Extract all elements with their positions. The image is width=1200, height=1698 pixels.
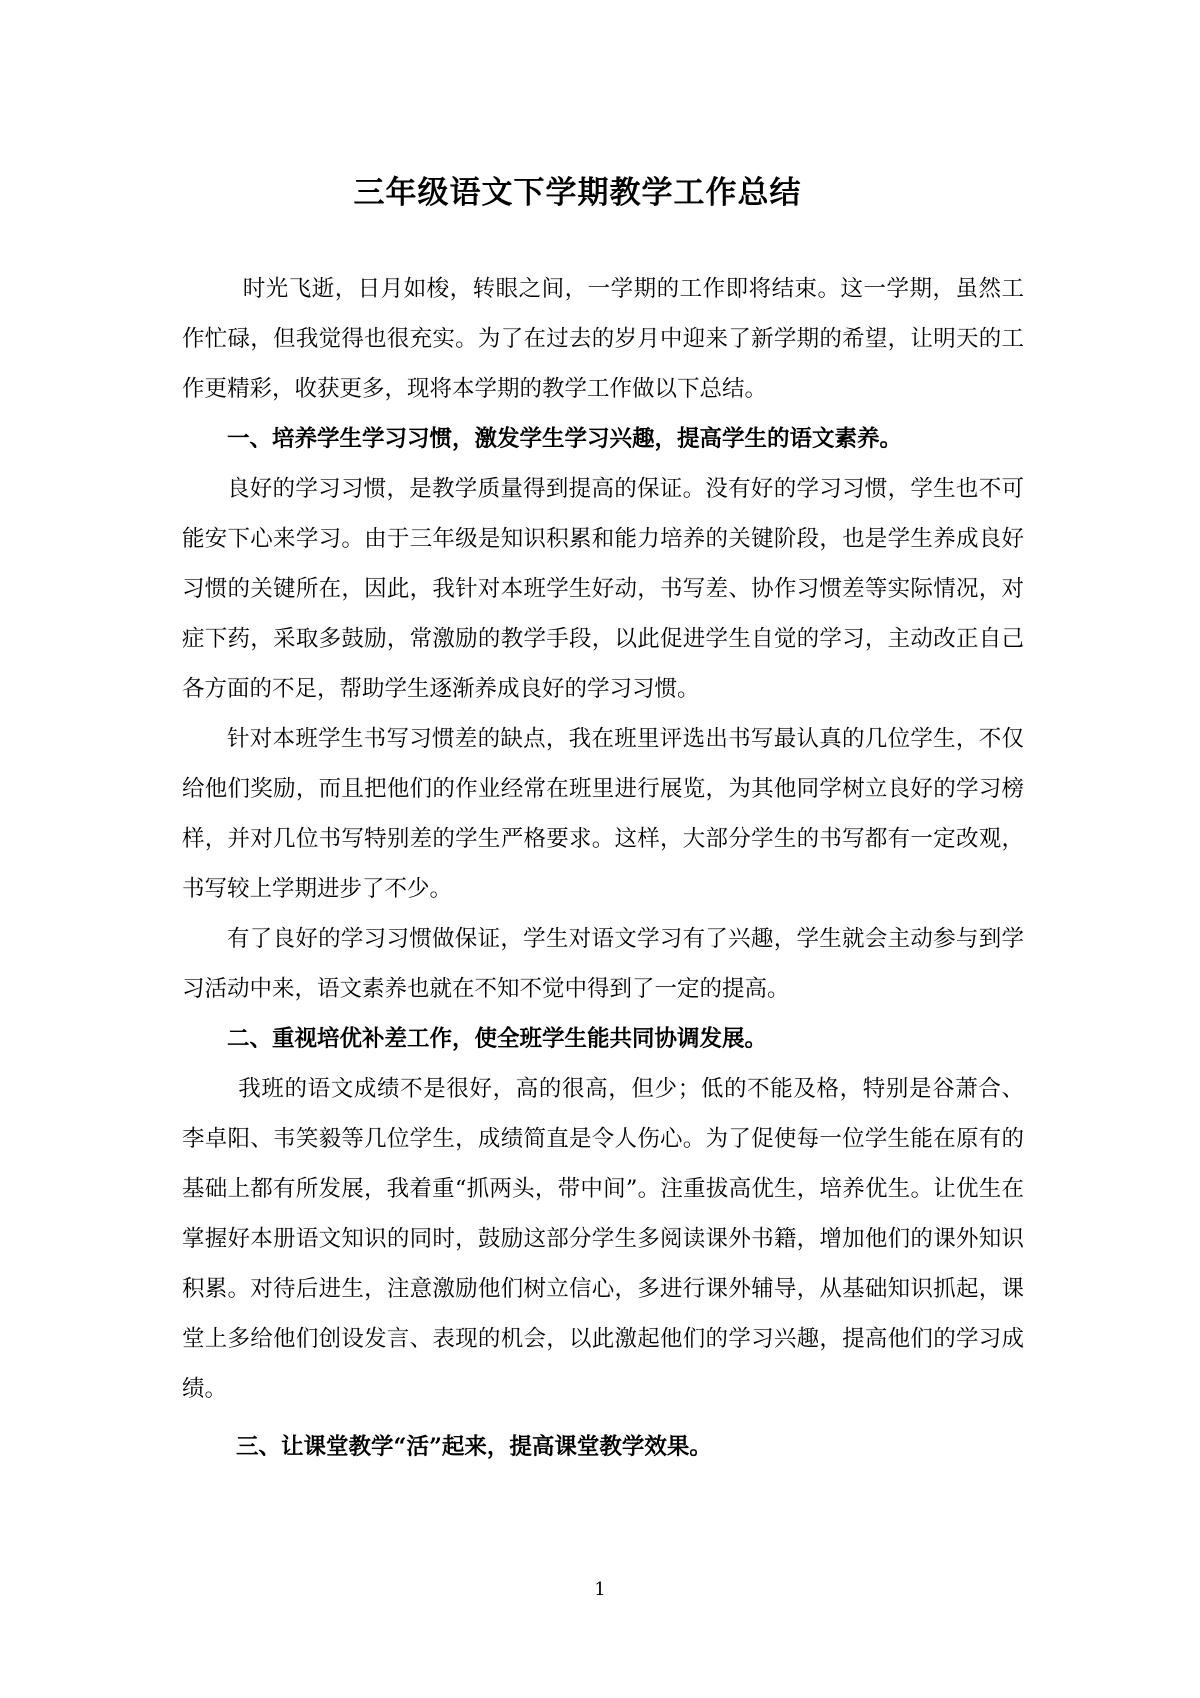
intro-paragraph: 时光飞逝，日月如梭，转眼之间，一学期的工作即将结束。这一学期，虽然工作忙碌，但我觉得也很充实。为了在过去的岁月中迎来了新学期的希望，让明天的工作更精彩，收获更多，现将本学期的教学工作做以下总结。 — [182, 276, 1024, 402]
section-2-heading: 二、重视培优补差工作，使全班学生能共同协调发展。 — [227, 1026, 768, 1052]
section-3-heading: 三、让课堂教学“活”起来，提高课堂教学效果。 — [236, 1434, 712, 1460]
section-1-paragraph-2: 针对本班学生书写习惯差的缺点，我在班里评选出书写最认真的几位学生，不仅给他们奖励，而且把他们的作业经常在班里进行展览，为其他同学树立良好的学习榜样，并对几位书写特别差的学生严格要求。这样，大部分学生的书写都有一定改观，书写较上学期进步了不少。 — [182, 726, 1024, 902]
section-1-heading: 一、培养学生学习习惯，激发学生学习兴趣，提高学生的语文素养。 — [227, 426, 903, 452]
document-body — [182, 264, 1024, 1472]
section-2-paragraph: 我班的语文成绩不是很好，高的很高，但少；低的不能及格，特别是谷萧合、李卓阳、韦笑毅等几位学生，成绩简直是令人伤心。为了促使每一位学生能在原有的基础上都有所发展，我着重“抓两头，带中间”。注重拔高优生，培养优生。让优生在掌握好本册语文知识的同时，鼓励这部分学生多阅读课外书籍，增加他们的课外知识积累。对待后进生，注意激励他们树立信心，多进行课外辅导，从基础知识抓起，课堂上多给他们创设发言、表现的机会，以此激起他们的学习兴趣，提高他们的学习成绩。 — [182, 1076, 1024, 1402]
document-title: 三年级语文下学期教学工作总结 — [353, 174, 802, 211]
section-1-paragraph-3: 有了良好的学习习惯做保证，学生对语文学习有了兴趣，学生就会主动参与到学习活动中来，语文素养也就在不知不觉中得到了一定的提高。 — [182, 926, 1024, 1002]
section-1-paragraph-1: 良好的学习习惯，是教学质量得到提高的保证。没有好的学习习惯，学生也不可能安下心来学习。由于三年级是知识积累和能力培养的关键阶段，也是学生养成良好习惯的关键所在，因此，我针对本班学生好动，书写差、协作习惯差等实际情况，对症下药，采取多鼓励，常激励的教学手段，以此促进学生自觉的学习，主动改正自己各方面的不足，帮助学生逐渐养成良好的学习习惯。 — [182, 476, 1024, 702]
page-number: 1 — [594, 1579, 606, 1600]
